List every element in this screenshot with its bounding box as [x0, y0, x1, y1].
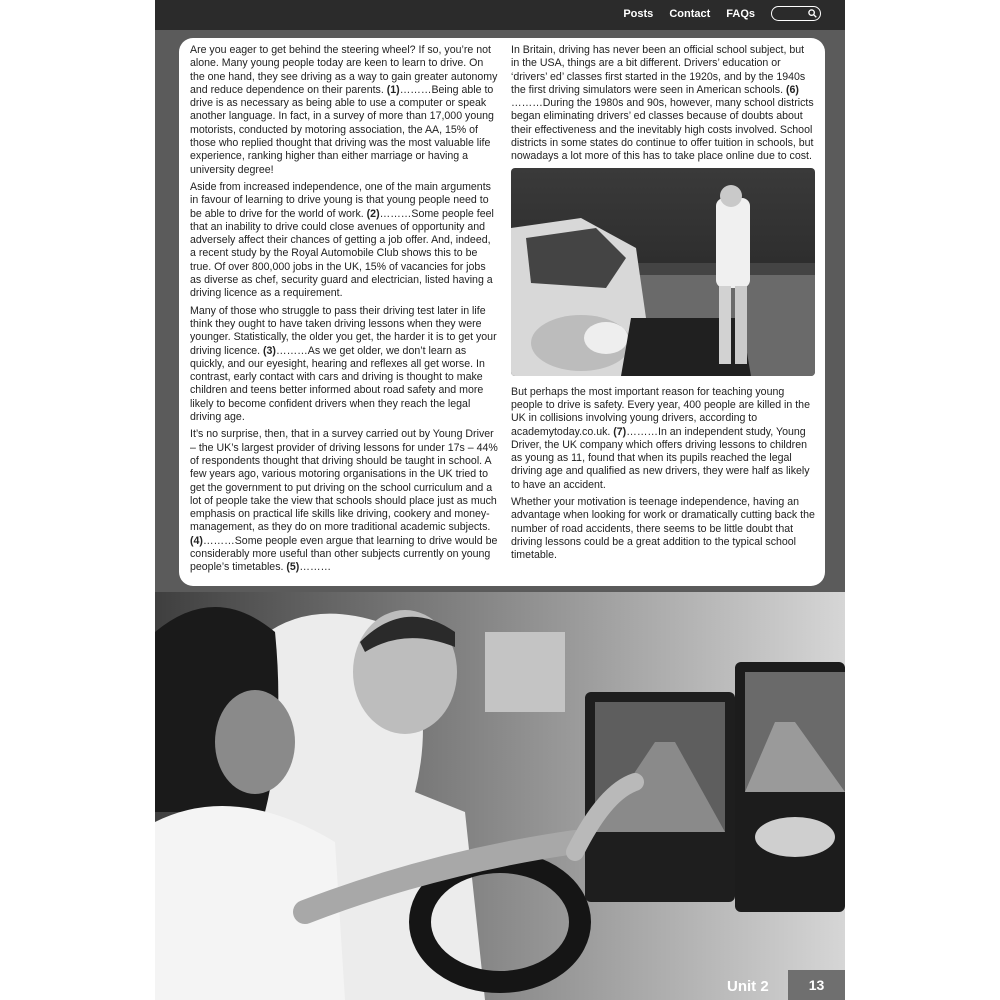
page-number: 13: [788, 970, 845, 1000]
paragraph: It’s no surprise, then, that in a survey carried out by Young Driver – the UK’s largest provider of driving lessons for under 17s – 44% of respondents thought that driving should be taught in school. A few years ago, various motoring organisations in the UK tried to get the government to put driving on the school curriculum and a lot of people take the view that schools should place just as much emphasis on practical life skills like driving, cookery and money-management, as they do on more traditional academic subjects. (4)………Some people even argue that learning to drive would be considerably more useful than other subjects currently on young people’s timetables. (5)………: [190, 428, 498, 574]
unit-label: Unit 2: [727, 978, 769, 995]
paragraph: In Britain, driving has never been an official school subject, but in the USA, things are a bit different. Drivers’ education or ‘drivers’ ed’ classes first started in the 1920s, and by the 1940s the first driving simulators were seen in American schools. (6)………During the 1980s and 90s, however, many school districts began eliminating drivers’ ed classes because of doubts about their effectiveness and the inevitably high costs involved. School districts in some states do continue to offer tuition in schools, but nowadays a lot more of this has to take place online due to cost.: [511, 44, 814, 163]
paragraph: But perhaps the most important reason for teaching young people to drive is safety. Every year, 400 people are killed in the UK in collisions involving young drivers, according to academytoday.co.uk. (7)………In an independent study, Young Driver, the UK company which offers driving lessons to children as young as 11, found that when its pupils reached the legal driving age and qualified as new drivers, they were half as likely to have an accident.: [511, 385, 810, 491]
nav-menu: [623, 6, 821, 21]
magazine-page: [155, 0, 845, 1000]
top-navigation-bar: [155, 0, 845, 30]
nav-posts-link[interactable]: Posts: [623, 7, 654, 20]
search-icon: [808, 9, 817, 18]
paragraph: Are you eager to get behind the steering wheel? If so, you’re not alone. Many young people today are keen to learn to drive. On the one hand, they see driving as a way to gain greater autonomy and reduce dependence on their parents. (1)………Being able to drive is as necessary as being able to use a computer or speak another language. In fact, in a survey of more than 17,000 young motorists, conducted by motoring association, the AA, 15% of those who replied thought that driving was the most valuable life experience, ranking higher than either marriage or having a university degree!: [190, 44, 498, 176]
search-input[interactable]: [771, 6, 821, 21]
article-column-right: [511, 44, 815, 567]
article-card: [179, 38, 825, 586]
page-footer: [155, 970, 845, 1000]
nav-faqs-link[interactable]: FAQs: [726, 7, 755, 20]
crash-scene-photo: [511, 168, 815, 376]
paragraph: Whether your motivation is teenage independence, having an advantage when looking for work or dramatically cutting back the number of road accidents, there seems to be little doubt that driving lessons could be a great addition to the typical school timetable.: [511, 496, 815, 562]
nav-contact-link[interactable]: Contact: [669, 7, 711, 20]
paragraph: Many of those who struggle to pass their driving test later in life think they ought to have taken driving lessons when they were younger. Statistically, the older you get, the harder it is to get your driving licence. (3)………As we get older, we don’t learn as quickly, and our eyesight, hearing and reflexes all get worse. In contrast, early contact with cars and driving is thought to make children and teens better informed about road safety and more likely to become confident drivers when they reach the legal driving age.: [190, 304, 497, 424]
driving-simulator-photo: [155, 592, 845, 1000]
paragraph: Aside from increased independence, one of the main arguments in favour of learning to drive young is that young people need to be able to drive for the world of work. (2)………Some people feel that an inability to drive could close avenues of opportunity and adversely affect their chances of getting a job offer. And, indeed, a recent study by the Royal Automobile Club shows this to be true. Of over 800,000 jobs in the UK, 15% of vacancies for jobs as diverse as chef, security guard and electrician, listed having a driving licence as a requirement.: [190, 180, 494, 300]
article-column-left: [190, 44, 498, 579]
